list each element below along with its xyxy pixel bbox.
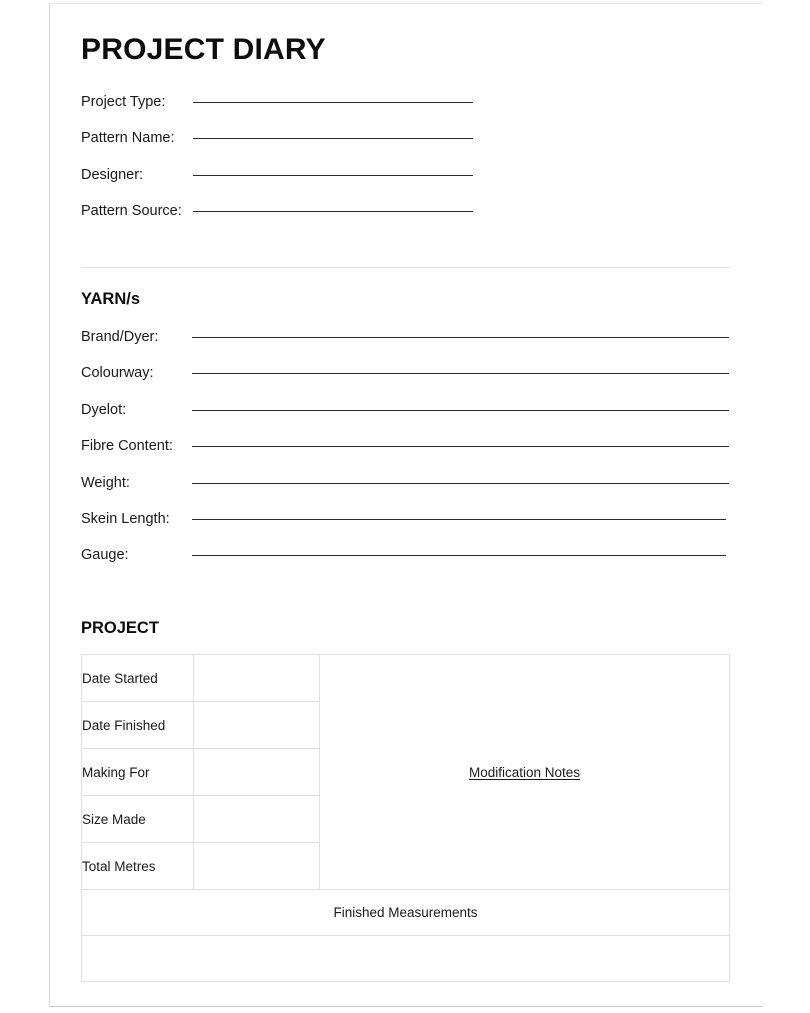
field-label-dyelot: Dyelot: <box>81 402 127 418</box>
modification-notes-title: Modification Notes <box>468 764 581 780</box>
field-label-colourway: Colourway: <box>81 365 154 381</box>
field-row-brand-dyer[interactable] <box>81 329 729 345</box>
field-rule-colourway[interactable] <box>192 373 729 374</box>
cell-value-total-metres[interactable] <box>194 843 320 890</box>
field-rule-pattern-name[interactable] <box>193 138 473 139</box>
field-rule-weight[interactable] <box>192 483 729 484</box>
project-table <box>81 654 730 982</box>
cell-label-date-finished: Date Finished <box>82 702 194 749</box>
table-row <box>82 655 730 702</box>
field-rule-designer[interactable] <box>193 175 473 176</box>
field-label-gauge: Gauge: <box>81 547 129 563</box>
field-label-skein-length: Skein Length: <box>81 511 170 527</box>
cell-label-date-started: Date Started <box>82 655 194 702</box>
field-row-gauge[interactable] <box>81 547 726 563</box>
field-rule-fibre-content[interactable] <box>192 446 729 447</box>
field-label-project-type: Project Type: <box>81 94 166 110</box>
cell-value-date-started[interactable] <box>194 655 320 702</box>
cell-value-size-made[interactable] <box>194 796 320 843</box>
field-label-pattern-name: Pattern Name: <box>81 130 175 146</box>
field-row-pattern-name[interactable] <box>81 130 473 146</box>
field-row-fibre-content[interactable] <box>81 438 729 454</box>
field-row-designer[interactable] <box>81 167 473 183</box>
field-row-dyelot[interactable] <box>81 402 729 418</box>
cell-value-date-finished[interactable] <box>194 702 320 749</box>
field-rule-project-type[interactable] <box>193 102 473 103</box>
cell-label-making-for: Making For <box>82 749 194 796</box>
field-rule-pattern-source[interactable] <box>193 211 473 212</box>
field-row-weight[interactable] <box>81 475 729 491</box>
field-rule-gauge[interactable] <box>192 555 726 556</box>
field-row-project-type[interactable] <box>81 94 473 110</box>
field-label-fibre-content: Fibre Content: <box>81 438 173 454</box>
field-rule-brand-dyer[interactable] <box>192 337 729 338</box>
field-row-colourway[interactable] <box>81 365 729 381</box>
section-divider <box>81 267 731 268</box>
field-label-brand-dyer: Brand/Dyer: <box>81 329 159 345</box>
table-row <box>82 890 730 936</box>
cell-value-making-for[interactable] <box>194 749 320 796</box>
table-row <box>82 936 730 982</box>
cell-modification-notes[interactable] <box>320 655 730 890</box>
cell-label-size-made: Size Made <box>82 796 194 843</box>
field-row-pattern-source[interactable] <box>81 203 473 219</box>
field-rule-dyelot[interactable] <box>192 410 729 411</box>
document-sheet <box>50 4 810 1009</box>
section-heading-yarn: YARN/s <box>81 290 140 308</box>
cell-label-total-metres: Total Metres <box>82 843 194 890</box>
page-title: PROJECT DIARY <box>81 33 326 66</box>
field-label-weight: Weight: <box>81 475 130 491</box>
finished-measurements-value[interactable] <box>82 936 730 982</box>
field-row-skein-length[interactable] <box>81 511 726 527</box>
field-label-designer: Designer: <box>81 167 144 183</box>
field-label-pattern-source: Pattern Source: <box>81 203 182 219</box>
section-heading-project: PROJECT <box>81 619 159 637</box>
field-rule-skein-length[interactable] <box>192 519 726 520</box>
finished-measurements-title: Finished Measurements <box>82 890 730 936</box>
